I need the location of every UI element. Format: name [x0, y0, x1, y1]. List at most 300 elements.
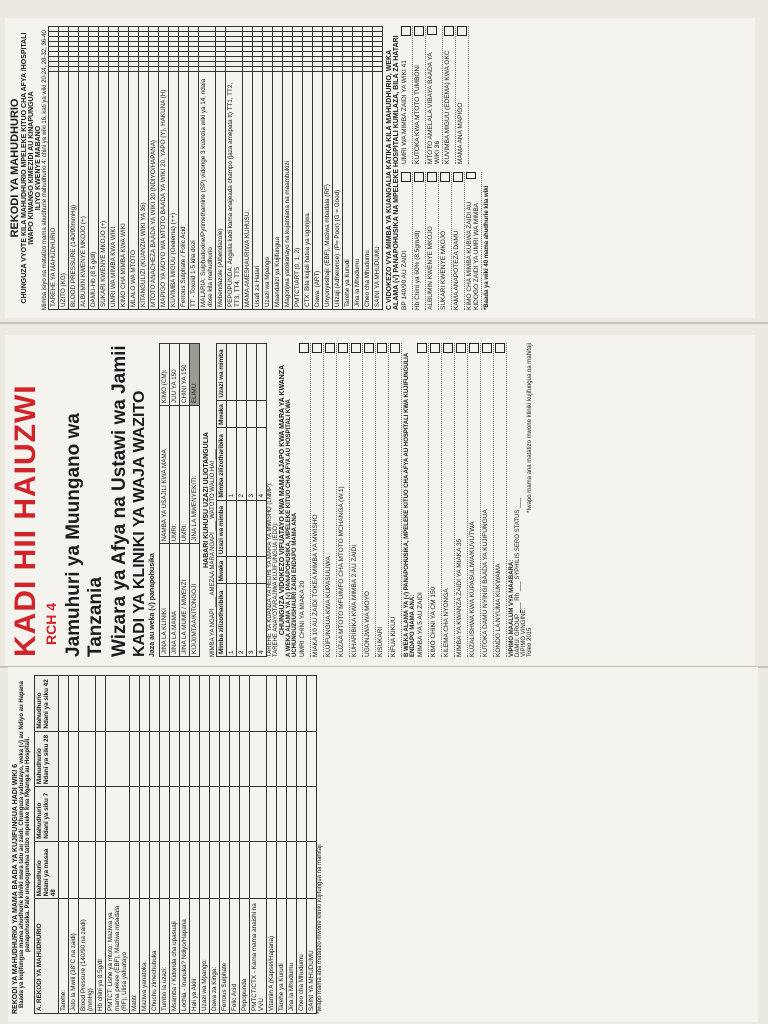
- entry-cell[interactable]: [99, 47, 109, 52]
- entry-cell[interactable]: [243, 32, 253, 37]
- entry-cell[interactable]: [253, 62, 263, 67]
- entry-cell[interactable]: [159, 52, 169, 57]
- entry-cell[interactable]: [49, 47, 59, 52]
- entry-cell[interactable]: [216, 62, 226, 67]
- entry-cell[interactable]: [267, 731, 277, 787]
- entry-cell[interactable]: [139, 27, 149, 32]
- entry-cell[interactable]: [303, 52, 313, 57]
- table-cell[interactable]: 2: [237, 427, 247, 500]
- entry-cell[interactable]: [353, 32, 363, 37]
- checkbox[interactable]: [390, 343, 400, 353]
- entry-cell[interactable]: [240, 787, 250, 842]
- entry-cell[interactable]: [363, 42, 373, 47]
- entry-cell[interactable]: [96, 841, 106, 899]
- entry-cell[interactable]: [283, 52, 293, 57]
- entry-cell[interactable]: [199, 27, 216, 32]
- entry-cell[interactable]: [220, 731, 230, 787]
- entry-cell[interactable]: [230, 676, 240, 732]
- entry-cell[interactable]: [139, 62, 149, 67]
- entry-cell[interactable]: [343, 27, 353, 32]
- entry-cell[interactable]: [333, 32, 343, 37]
- entry-cell[interactable]: [159, 57, 169, 62]
- entry-cell[interactable]: [49, 52, 59, 57]
- entry-cell[interactable]: [363, 47, 373, 52]
- entry-cell[interactable]: [373, 27, 383, 32]
- entry-cell[interactable]: [129, 52, 139, 57]
- entry-cell[interactable]: [287, 731, 297, 787]
- entry-cell[interactable]: [363, 37, 373, 42]
- entry-cell[interactable]: [273, 42, 283, 47]
- entry-cell[interactable]: [243, 27, 253, 32]
- entry-cell[interactable]: [297, 787, 307, 842]
- entry-cell[interactable]: [293, 42, 303, 47]
- entry-cell[interactable]: [180, 841, 190, 899]
- checkbox[interactable]: [351, 343, 361, 353]
- entry-cell[interactable]: [253, 32, 263, 37]
- entry-cell[interactable]: [243, 47, 253, 52]
- entry-cell[interactable]: [169, 67, 179, 72]
- entry-cell[interactable]: [216, 32, 226, 37]
- entry-cell[interactable]: [303, 42, 313, 47]
- entry-cell[interactable]: [263, 37, 273, 42]
- entry-cell[interactable]: [69, 47, 79, 52]
- table-cell[interactable]: [227, 400, 237, 427]
- entry-cell[interactable]: [263, 67, 273, 72]
- entry-cell[interactable]: [69, 731, 79, 787]
- checkbox[interactable]: [401, 172, 411, 182]
- entry-cell[interactable]: [180, 787, 190, 842]
- entry-cell[interactable]: [59, 787, 69, 842]
- entry-cell[interactable]: [130, 787, 140, 842]
- entry-cell[interactable]: [353, 67, 363, 72]
- entry-cell[interactable]: [150, 731, 160, 787]
- entry-cell[interactable]: [69, 42, 79, 47]
- entry-cell[interactable]: [267, 787, 277, 842]
- entry-cell[interactable]: [190, 787, 200, 842]
- entry-cell[interactable]: [343, 57, 353, 62]
- entry-cell[interactable]: [243, 37, 253, 42]
- entry-cell[interactable]: [200, 676, 210, 732]
- entry-cell[interactable]: [277, 731, 287, 787]
- entry-cell[interactable]: [170, 841, 180, 899]
- entry-cell[interactable]: [139, 67, 149, 72]
- entry-cell[interactable]: [179, 52, 189, 57]
- entry-cell[interactable]: [210, 676, 220, 732]
- entry-cell[interactable]: [169, 27, 179, 32]
- entry-cell[interactable]: [106, 841, 130, 899]
- entry-cell[interactable]: [69, 32, 79, 37]
- table-cell[interactable]: [227, 557, 237, 584]
- entry-cell[interactable]: [89, 32, 99, 37]
- entry-cell[interactable]: [140, 841, 150, 899]
- entry-cell[interactable]: [139, 37, 149, 42]
- entry-cell[interactable]: [293, 52, 303, 57]
- entry-cell[interactable]: [353, 37, 363, 42]
- entry-cell[interactable]: [253, 37, 263, 42]
- entry-cell[interactable]: [283, 32, 293, 37]
- entry-cell[interactable]: [216, 52, 226, 57]
- entry-cell[interactable]: [160, 841, 170, 899]
- entry-cell[interactable]: [373, 37, 383, 42]
- entry-cell[interactable]: [199, 57, 216, 62]
- entry-cell[interactable]: [179, 37, 189, 42]
- entry-cell[interactable]: [363, 62, 373, 67]
- entry-cell[interactable]: [159, 32, 169, 37]
- entry-cell[interactable]: [89, 52, 99, 57]
- entry-cell[interactable]: [240, 841, 250, 899]
- checkbox[interactable]: [427, 172, 437, 182]
- entry-cell[interactable]: [79, 676, 96, 732]
- entry-cell[interactable]: [303, 62, 313, 67]
- entry-cell[interactable]: [129, 47, 139, 52]
- entry-cell[interactable]: [273, 57, 283, 62]
- entry-cell[interactable]: [169, 57, 179, 62]
- entry-cell[interactable]: [59, 47, 69, 52]
- entry-cell[interactable]: [169, 47, 179, 52]
- entry-cell[interactable]: [59, 62, 69, 67]
- entry-cell[interactable]: [210, 841, 220, 899]
- entry-cell[interactable]: [69, 37, 79, 42]
- field-value[interactable]: NAMBA YA USAJILI KWA MAMA: [160, 406, 170, 544]
- entry-cell[interactable]: [343, 42, 353, 47]
- entry-cell[interactable]: [273, 37, 283, 42]
- entry-cell[interactable]: [373, 57, 383, 62]
- entry-cell[interactable]: [199, 62, 216, 67]
- entry-cell[interactable]: [106, 676, 130, 732]
- entry-cell[interactable]: [220, 841, 230, 899]
- entry-cell[interactable]: [353, 42, 363, 47]
- entry-cell[interactable]: [180, 731, 190, 787]
- entry-cell[interactable]: [283, 62, 293, 67]
- entry-cell[interactable]: [149, 42, 159, 47]
- entry-cell[interactable]: [283, 27, 293, 32]
- entry-cell[interactable]: [297, 841, 307, 899]
- table-cell[interactable]: [247, 557, 257, 584]
- entry-cell[interactable]: [106, 731, 130, 787]
- entry-cell[interactable]: [119, 57, 129, 62]
- entry-cell[interactable]: [99, 27, 109, 32]
- checkbox[interactable]: [338, 343, 348, 353]
- entry-cell[interactable]: [59, 52, 69, 57]
- entry-cell[interactable]: [230, 841, 240, 899]
- entry-cell[interactable]: [140, 731, 150, 787]
- entry-cell[interactable]: [263, 47, 273, 52]
- checkbox[interactable]: [414, 172, 424, 182]
- entry-cell[interactable]: [273, 52, 283, 57]
- entry-cell[interactable]: [149, 37, 159, 42]
- entry-cell[interactable]: [253, 42, 263, 47]
- entry-cell[interactable]: [49, 57, 59, 62]
- entry-cell[interactable]: [79, 787, 96, 842]
- entry-cell[interactable]: [69, 62, 79, 67]
- entry-cell[interactable]: [240, 676, 250, 732]
- entry-cell[interactable]: [273, 67, 283, 72]
- entry-cell[interactable]: [333, 52, 343, 57]
- checkbox[interactable]: [443, 343, 453, 353]
- entry-cell[interactable]: [273, 47, 283, 52]
- entry-cell[interactable]: [179, 32, 189, 37]
- entry-cell[interactable]: [199, 52, 216, 57]
- table-cell[interactable]: [257, 400, 267, 427]
- entry-cell[interactable]: [180, 676, 190, 732]
- entry-cell[interactable]: [149, 57, 159, 62]
- table-cell[interactable]: 4: [257, 427, 267, 500]
- entry-cell[interactable]: [119, 32, 129, 37]
- entry-cell[interactable]: [200, 841, 210, 899]
- entry-cell[interactable]: [69, 57, 79, 62]
- checkbox[interactable]: [377, 343, 387, 353]
- table-cell[interactable]: [247, 344, 257, 401]
- entry-cell[interactable]: [363, 57, 373, 62]
- entry-cell[interactable]: [363, 32, 373, 37]
- entry-cell[interactable]: [139, 32, 149, 37]
- entry-cell[interactable]: [287, 787, 297, 842]
- entry-cell[interactable]: [129, 42, 139, 47]
- entry-cell[interactable]: [189, 37, 199, 42]
- entry-cell[interactable]: [323, 52, 333, 57]
- entry-cell[interactable]: [226, 32, 243, 37]
- entry-cell[interactable]: [199, 47, 216, 52]
- entry-cell[interactable]: [119, 67, 129, 72]
- entry-cell[interactable]: [323, 32, 333, 37]
- entry-cell[interactable]: [150, 787, 160, 842]
- entry-cell[interactable]: [216, 57, 226, 62]
- entry-cell[interactable]: [243, 52, 253, 57]
- entry-cell[interactable]: [59, 37, 69, 42]
- entry-cell[interactable]: [230, 787, 240, 842]
- entry-cell[interactable]: [79, 52, 89, 57]
- entry-cell[interactable]: [169, 62, 179, 67]
- entry-cell[interactable]: [200, 787, 210, 842]
- entry-cell[interactable]: [189, 62, 199, 67]
- entry-cell[interactable]: [250, 841, 267, 899]
- table-cell[interactable]: [237, 500, 247, 557]
- entry-cell[interactable]: [313, 47, 323, 52]
- checkbox[interactable]: [414, 26, 424, 36]
- entry-cell[interactable]: [79, 37, 89, 42]
- entry-cell[interactable]: [109, 57, 119, 62]
- entry-cell[interactable]: [89, 67, 99, 72]
- entry-cell[interactable]: [253, 27, 263, 32]
- entry-cell[interactable]: [109, 32, 119, 37]
- checkbox[interactable]: [325, 343, 335, 353]
- entry-cell[interactable]: [353, 27, 363, 32]
- entry-cell[interactable]: [216, 27, 226, 32]
- entry-cell[interactable]: [189, 42, 199, 47]
- entry-cell[interactable]: [69, 787, 79, 842]
- entry-cell[interactable]: [159, 62, 169, 67]
- entry-cell[interactable]: [323, 42, 333, 47]
- entry-cell[interactable]: [273, 32, 283, 37]
- entry-cell[interactable]: [179, 42, 189, 47]
- entry-cell[interactable]: [307, 731, 317, 787]
- entry-cell[interactable]: [130, 731, 140, 787]
- entry-cell[interactable]: [210, 731, 220, 787]
- entry-cell[interactable]: [89, 27, 99, 32]
- entry-cell[interactable]: [49, 42, 59, 47]
- entry-cell[interactable]: [230, 731, 240, 787]
- entry-cell[interactable]: [79, 27, 89, 32]
- entry-cell[interactable]: [307, 841, 317, 899]
- entry-cell[interactable]: [129, 32, 139, 37]
- entry-cell[interactable]: [79, 841, 96, 899]
- entry-cell[interactable]: [343, 62, 353, 67]
- entry-cell[interactable]: [303, 27, 313, 32]
- checkbox[interactable]: [299, 343, 309, 353]
- entry-cell[interactable]: [263, 57, 273, 62]
- entry-cell[interactable]: [190, 676, 200, 732]
- entry-cell[interactable]: [179, 62, 189, 67]
- entry-cell[interactable]: [283, 57, 293, 62]
- entry-cell[interactable]: [216, 67, 226, 72]
- entry-cell[interactable]: [313, 62, 323, 67]
- entry-cell[interactable]: [129, 27, 139, 32]
- entry-cell[interactable]: [200, 731, 210, 787]
- entry-cell[interactable]: [169, 52, 179, 57]
- table-cell[interactable]: [257, 344, 267, 401]
- entry-cell[interactable]: [106, 787, 130, 842]
- entry-cell[interactable]: [313, 27, 323, 32]
- entry-cell[interactable]: [99, 57, 109, 62]
- checkbox[interactable]: [427, 26, 437, 35]
- entry-cell[interactable]: [190, 841, 200, 899]
- entry-cell[interactable]: [79, 42, 89, 47]
- entry-cell[interactable]: [333, 57, 343, 62]
- entry-cell[interactable]: [220, 787, 230, 842]
- entry-cell[interactable]: [119, 52, 129, 57]
- entry-cell[interactable]: [49, 62, 59, 67]
- entry-cell[interactable]: [109, 37, 119, 42]
- entry-cell[interactable]: [189, 27, 199, 32]
- entry-cell[interactable]: [313, 32, 323, 37]
- entry-cell[interactable]: [159, 67, 169, 72]
- entry-cell[interactable]: [99, 32, 109, 37]
- entry-cell[interactable]: [353, 57, 363, 62]
- entry-cell[interactable]: [363, 27, 373, 32]
- entry-cell[interactable]: [226, 67, 243, 72]
- table-cell[interactable]: [237, 400, 247, 427]
- entry-cell[interactable]: [373, 32, 383, 37]
- entry-cell[interactable]: [149, 52, 159, 57]
- checkbox[interactable]: [401, 26, 411, 36]
- entry-cell[interactable]: [263, 27, 273, 32]
- entry-cell[interactable]: [59, 57, 69, 62]
- entry-cell[interactable]: [49, 37, 59, 42]
- checkbox[interactable]: [466, 172, 476, 179]
- entry-cell[interactable]: [149, 32, 159, 37]
- entry-cell[interactable]: [79, 47, 89, 52]
- entry-cell[interactable]: [333, 42, 343, 47]
- entry-cell[interactable]: [220, 676, 230, 732]
- entry-cell[interactable]: [313, 57, 323, 62]
- entry-cell[interactable]: [253, 67, 263, 72]
- entry-cell[interactable]: [69, 52, 79, 57]
- entry-cell[interactable]: [109, 67, 119, 72]
- entry-cell[interactable]: [79, 32, 89, 37]
- entry-cell[interactable]: [287, 676, 297, 732]
- entry-cell[interactable]: [373, 42, 383, 47]
- entry-cell[interactable]: [59, 42, 69, 47]
- entry-cell[interactable]: [243, 62, 253, 67]
- entry-cell[interactable]: [263, 32, 273, 37]
- entry-cell[interactable]: [343, 47, 353, 52]
- checkbox[interactable]: [364, 343, 374, 353]
- entry-cell[interactable]: [119, 37, 129, 42]
- entry-cell[interactable]: [150, 676, 160, 732]
- entry-cell[interactable]: [59, 731, 69, 787]
- table-cell[interactable]: [247, 400, 257, 427]
- entry-cell[interactable]: [179, 57, 189, 62]
- entry-cell[interactable]: [139, 42, 149, 47]
- entry-cell[interactable]: [253, 47, 263, 52]
- entry-cell[interactable]: [109, 47, 119, 52]
- entry-cell[interactable]: [343, 32, 353, 37]
- entry-cell[interactable]: [159, 47, 169, 52]
- entry-cell[interactable]: [149, 67, 159, 72]
- checkbox[interactable]: [495, 343, 505, 353]
- entry-cell[interactable]: [267, 841, 277, 899]
- entry-cell[interactable]: [59, 67, 69, 72]
- checkbox[interactable]: [456, 343, 466, 353]
- entry-cell[interactable]: [293, 47, 303, 52]
- entry-cell[interactable]: [129, 57, 139, 62]
- entry-cell[interactable]: [69, 27, 79, 32]
- checkbox[interactable]: [430, 343, 440, 353]
- table-cell[interactable]: [227, 344, 237, 401]
- entry-cell[interactable]: [250, 676, 267, 732]
- table-cell[interactable]: 3: [247, 584, 257, 657]
- table-cell[interactable]: [237, 557, 247, 584]
- entry-cell[interactable]: [243, 67, 253, 72]
- checkbox[interactable]: [469, 343, 479, 353]
- entry-cell[interactable]: [323, 27, 333, 32]
- entry-cell[interactable]: [303, 37, 313, 42]
- entry-cell[interactable]: [353, 52, 363, 57]
- entry-cell[interactable]: [226, 37, 243, 42]
- table-cell[interactable]: 3: [247, 427, 257, 500]
- entry-cell[interactable]: [373, 67, 383, 72]
- entry-cell[interactable]: [99, 37, 109, 42]
- entry-cell[interactable]: [189, 57, 199, 62]
- entry-cell[interactable]: [353, 62, 363, 67]
- entry-cell[interactable]: [323, 37, 333, 42]
- table-cell[interactable]: [257, 557, 267, 584]
- entry-cell[interactable]: [59, 27, 69, 32]
- entry-cell[interactable]: [149, 27, 159, 32]
- entry-cell[interactable]: [199, 37, 216, 42]
- entry-cell[interactable]: [226, 57, 243, 62]
- entry-cell[interactable]: [139, 47, 149, 52]
- entry-cell[interactable]: [170, 676, 180, 732]
- entry-cell[interactable]: [109, 52, 119, 57]
- entry-cell[interactable]: [283, 42, 293, 47]
- entry-cell[interactable]: [89, 57, 99, 62]
- checkbox[interactable]: [312, 343, 322, 353]
- entry-cell[interactable]: [240, 731, 250, 787]
- entry-cell[interactable]: [129, 67, 139, 72]
- entry-cell[interactable]: [96, 676, 106, 732]
- entry-cell[interactable]: [353, 47, 363, 52]
- checkbox[interactable]: [453, 172, 463, 182]
- entry-cell[interactable]: [216, 47, 226, 52]
- entry-cell[interactable]: [226, 47, 243, 52]
- entry-cell[interactable]: [49, 67, 59, 72]
- entry-cell[interactable]: [373, 62, 383, 67]
- entry-cell[interactable]: [226, 62, 243, 67]
- entry-cell[interactable]: [250, 731, 267, 787]
- entry-cell[interactable]: [313, 67, 323, 72]
- entry-cell[interactable]: [323, 47, 333, 52]
